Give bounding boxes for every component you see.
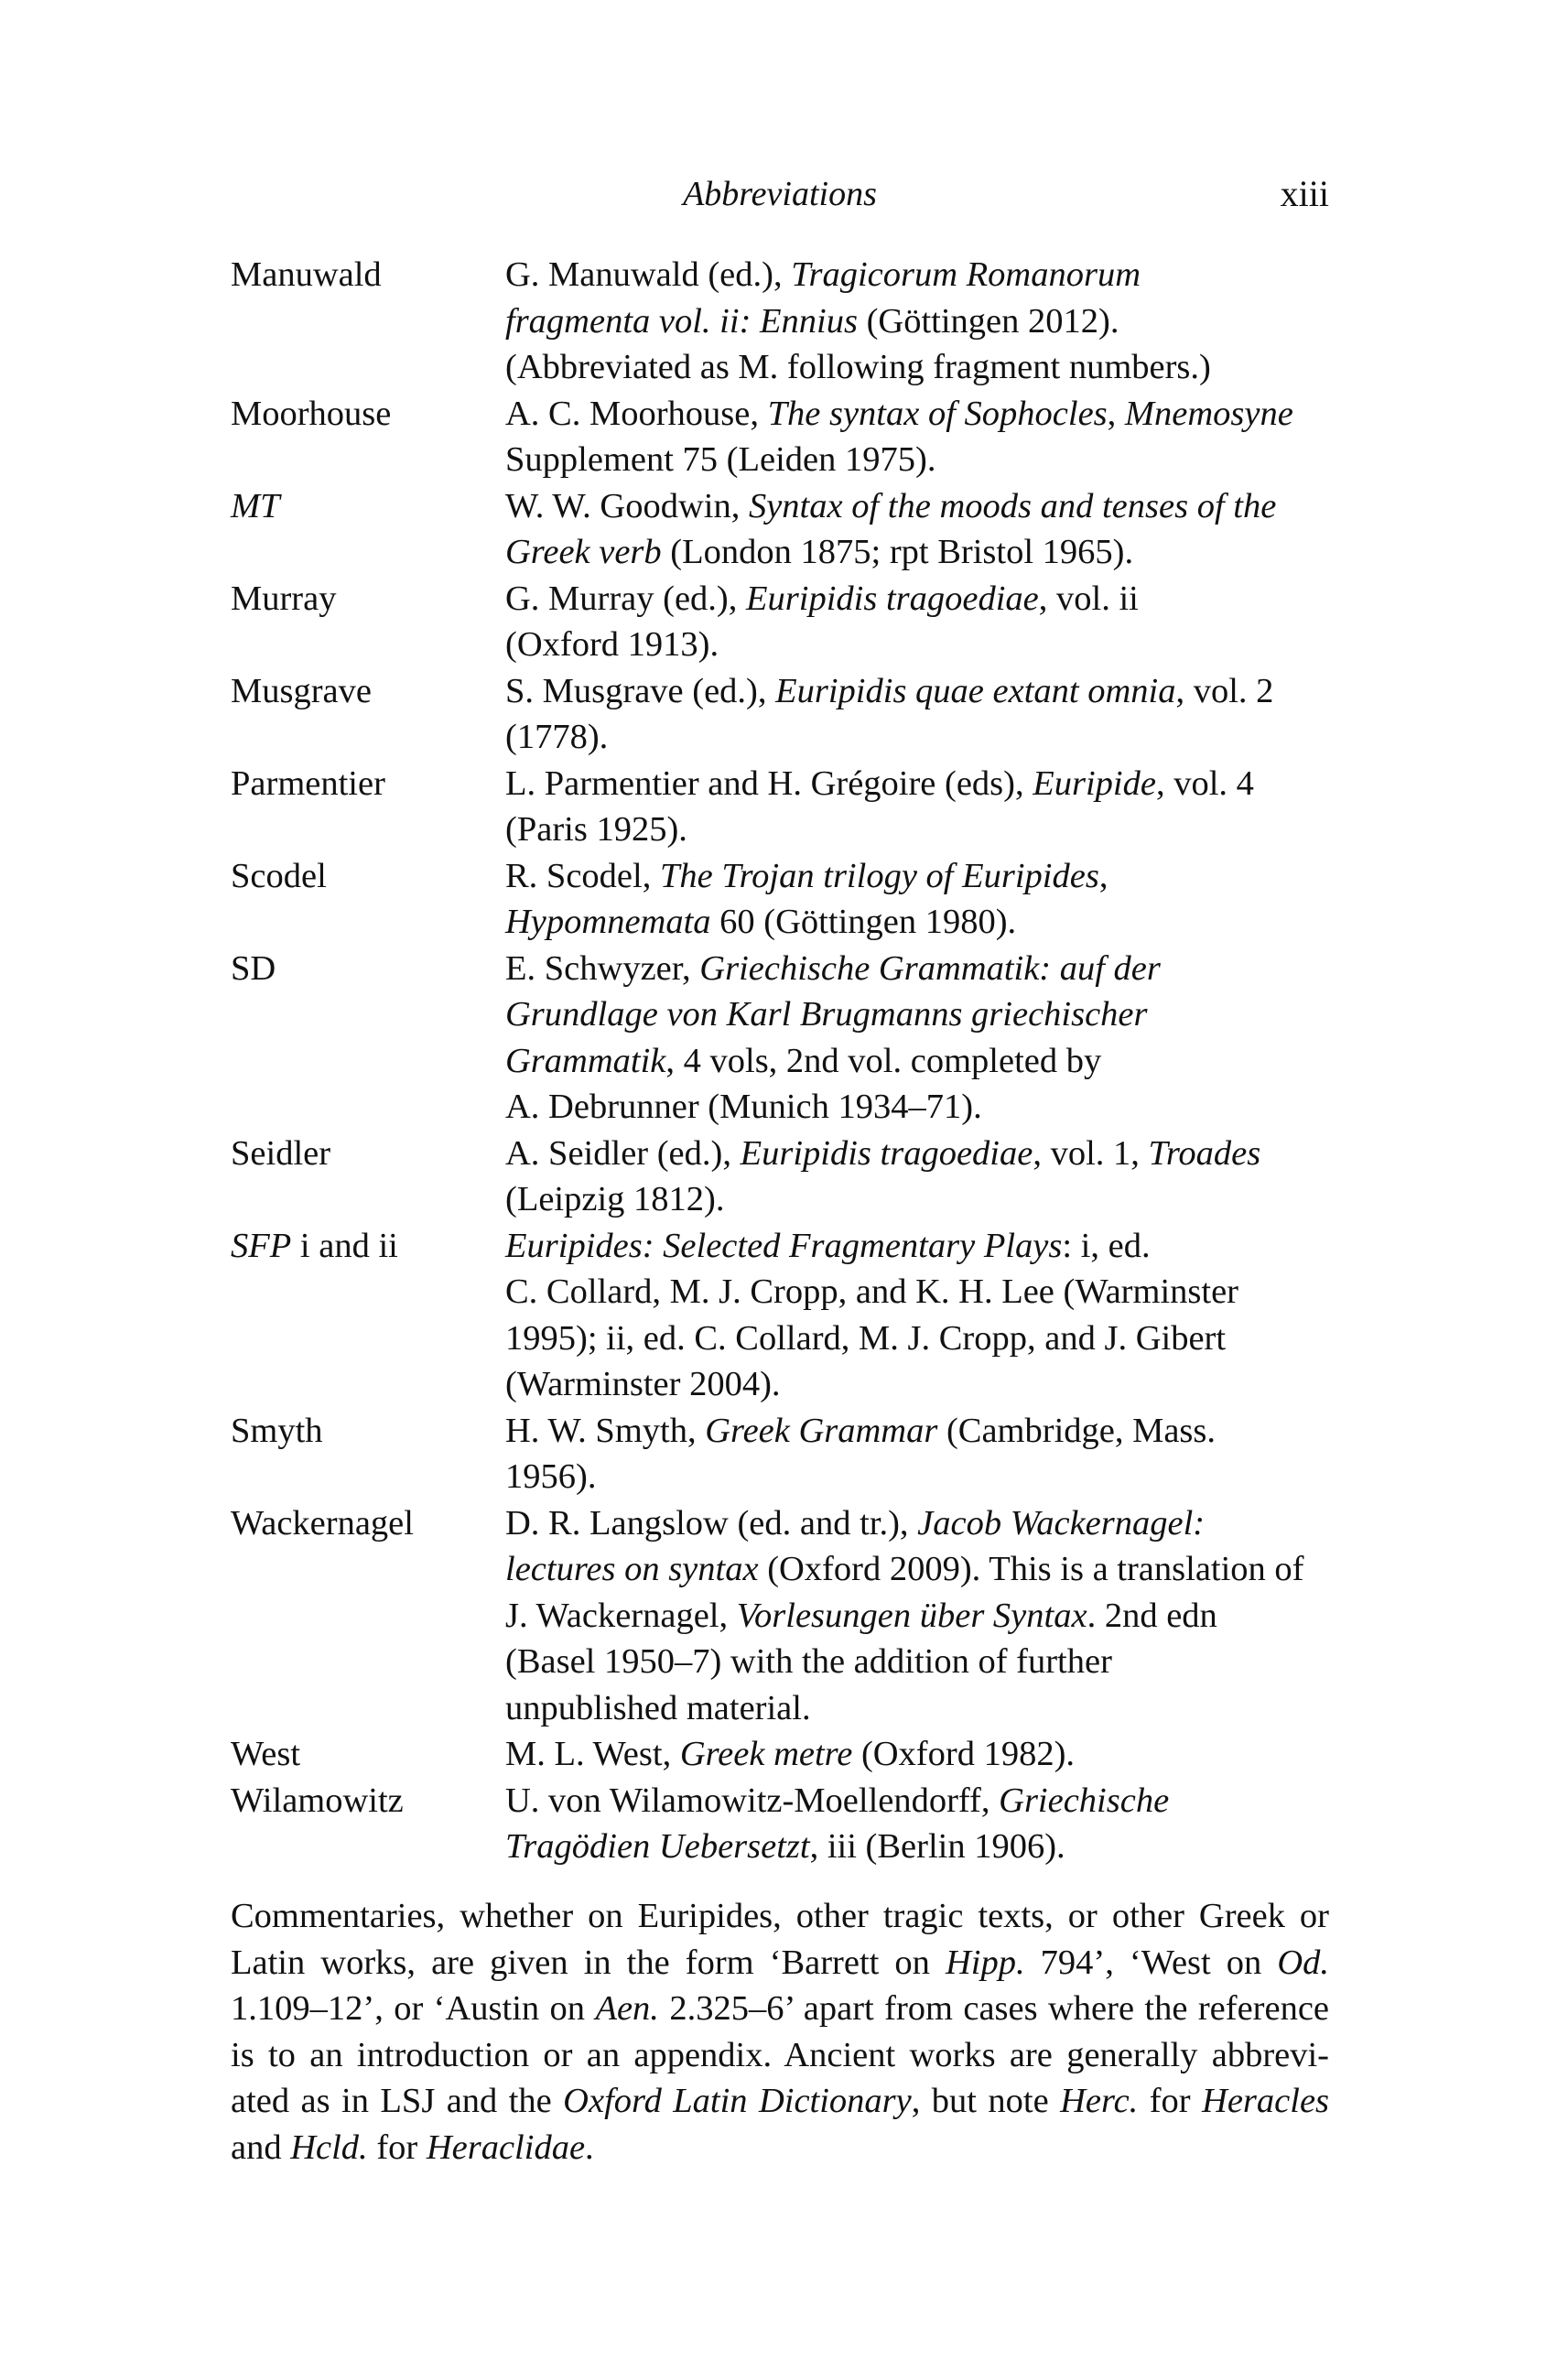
definition-line [505,668,1329,715]
abbreviation-entry [231,483,1329,576]
text-segment: (Oxford 1982). [852,1735,1076,1773]
abbreviation-term [231,483,505,576]
note-line [231,1986,1329,2032]
italic-text: Greek verb [505,533,662,571]
text-segment: (Cambridge, Mass. [937,1411,1217,1450]
text-segment: A. Debrunner (Munich 1934–71). [505,1088,982,1126]
definition-line [505,622,1329,668]
abbreviation-entry [231,252,1329,391]
definition-line [505,529,1329,576]
note-line [231,1940,1329,1987]
definition-line [505,991,1329,1038]
note-line [231,2032,1329,2079]
italic-text: lectures on syntax [505,1550,759,1588]
text-segment: . 2nd edn [1087,1596,1217,1635]
text-segment: (Paris 1925). [505,810,687,849]
italic-text: Grundlage von Karl Brugmanns griechischer [505,995,1148,1034]
text-segment: U. von Wilamowitz-Moellendorff, [505,1781,1000,1820]
italic-text: Tragödien Uebersetzt [505,1827,810,1866]
text-segment: , 4 vols, 2nd vol. completed by [665,1041,1102,1080]
term-text: Moorhouse [231,394,392,433]
italic-text: The syntax of Sophocles [767,394,1108,433]
abbreviation-list [231,252,1329,1870]
italic-text: Euripide [1033,763,1156,803]
definition-line [505,1639,1329,1685]
definition-line [505,1685,1329,1732]
text-segment: Supplement 75 (Leiden 1975). [505,440,936,479]
term-text: SD [231,948,276,988]
note-line [231,1893,1329,1940]
text-segment: (Leipzig 1812). [505,1180,725,1218]
text-segment: , vol. 2 [1175,671,1274,710]
text-segment: G. Murray (ed.), [505,579,746,618]
term-text: Parmentier [231,763,385,803]
abbreviation-term [231,1500,505,1732]
abbreviation-term [231,1778,505,1870]
abbreviation-term [231,252,505,391]
definition-line [505,807,1329,853]
text-segment: : i, ed. [1062,1226,1151,1265]
italic-text: Troades [1148,1133,1261,1173]
abbreviation-term [231,668,505,761]
term-text: Wackernagel [231,1503,414,1543]
abbreviation-entry [231,853,1329,946]
text-segment: E. Schwyzer, [505,948,700,988]
definition-line [505,761,1329,807]
text-segment: A. C. Moorhouse, [505,394,768,433]
text-segment: 1956). [505,1457,597,1496]
term-text: Wilamowitz [231,1781,404,1820]
italic-text: Herc. [1060,2082,1139,2120]
italic-text: Heracles [1202,2082,1330,2120]
text-segment: Commentaries, whether on Euripides, other tragic texts, or other Greek or [231,1897,1329,1935]
abbreviation-definition [505,1500,1329,1732]
text-segment: is to an introduction or an appendix. Ancient works are generally abbrevi- [231,2035,1329,2074]
page-title: Abbreviations [683,175,877,213]
text-segment: J. Wackernagel, [505,1596,737,1635]
text-segment: for [367,2127,427,2167]
definition-line [505,1454,1329,1500]
abbreviation-definition [505,946,1329,1131]
text-segment: (London 1875; rpt Bristol 1965). [661,533,1134,571]
text-segment: D. R. Langslow (ed. and tr.), [505,1503,918,1543]
italic-text: Vorlesungen über Syntax [736,1596,1087,1635]
abbreviation-entry [231,1731,1329,1778]
text-segment: 1995); ii, ed. C. Collard, M. J. Cropp, and J. Gibert [505,1318,1227,1358]
abbreviation-definition [505,853,1329,946]
abbreviation-entry [231,1223,1329,1408]
abbreviation-entry [231,1131,1329,1223]
text-segment: R. Scodel, [505,856,660,895]
italic-text: Hypomnemata [505,903,711,941]
term-text: MT [231,486,280,525]
definition-line [505,853,1329,900]
note-line [231,2125,1329,2171]
definition-line [505,391,1329,438]
text-segment: 60 (Göttingen 1980). [710,903,1017,941]
italic-text: Heraclidae [426,2127,586,2167]
definition-line [505,1824,1329,1870]
definition-line [505,1593,1329,1640]
abbreviation-term [231,1731,505,1778]
term-text: Scodel [231,856,327,895]
abbreviation-term [231,761,505,853]
text-segment: (Oxford 1913). [505,625,719,664]
abbreviation-term [231,1131,505,1223]
text-segment: 2.325–6’ apart from cases where the reference [658,1989,1329,2028]
abbreviation-entry [231,668,1329,761]
definition-line [505,1176,1329,1223]
text-segment: Latin works, are given in the form ‘Barrett on [231,1943,946,1982]
abbreviation-definition [505,761,1329,853]
text-segment: (Oxford 2009). This is a translation of [758,1550,1304,1588]
definition-line [505,437,1329,483]
text-segment: H. W. Smyth, [505,1411,706,1450]
abbreviation-entry [231,946,1329,1131]
page-number: xiii [1280,173,1329,214]
text-segment: (Abbreviated as M. following fragment numbers.) [505,348,1211,386]
text-segment: , iii (Berlin 1906). [809,1827,1065,1866]
definition-line [505,1084,1329,1131]
abbreviation-definition [505,391,1329,483]
definition-line [505,714,1329,761]
text-segment: M. L. West, [505,1735,680,1773]
italic-text: Euripidis tragoediae [740,1133,1033,1173]
definition-line [505,1546,1329,1593]
text-segment: (Basel 1950–7) with the addition of further [505,1642,1112,1681]
term-text: Murray [231,579,337,618]
text-segment: (Göttingen 2012). [857,301,1119,341]
abbreviation-term [231,1408,505,1500]
definition-line [505,1223,1329,1270]
text-segment: and [231,2127,291,2167]
italic-text: Greek metre [679,1735,853,1773]
text-segment: W. W. Goodwin, [505,486,749,525]
italic-text: Grammatik [505,1041,666,1080]
text-segment: G. Manuwald (ed.), [505,255,792,294]
abbreviation-term [231,1223,505,1408]
italic-text: Jacob Wackernagel: [917,1503,1206,1543]
abbreviation-definition [505,252,1329,391]
text-segment: , [1107,394,1125,433]
abbreviation-entry [231,576,1329,668]
term-suffix: i and ii [291,1226,398,1265]
definition-line [505,899,1329,946]
italic-text: Aen. [595,1989,659,2028]
definition-line [505,1038,1329,1085]
text-segment: (Warminster 2004). [505,1365,781,1403]
italic-text: Syntax of the moods and tenses of the [748,486,1277,525]
abbreviation-term [231,853,505,946]
italic-text: Hipp. [945,1943,1025,1982]
italic-text: Euripidis quae extant omnia [775,671,1176,710]
text-segment: L. Parmentier and H. Grégoire (eds), [505,763,1033,803]
definition-line [505,946,1329,992]
text-segment: C. Collard, M. J. Cropp, and K. H. Lee (Warminster [505,1272,1238,1311]
abbreviation-definition [505,576,1329,668]
text-segment: , vol. ii [1038,579,1139,618]
abbreviation-definition [505,1408,1329,1500]
abbreviation-entry [231,1408,1329,1500]
text-segment: . [585,2127,594,2167]
term-text: Manuwald [231,255,382,294]
abbreviation-term [231,576,505,668]
text-segment: 794’, ‘West on [1024,1943,1278,1982]
abbreviation-definition [505,668,1329,761]
italic-text: Griechische [999,1781,1170,1820]
italic-text: Od. [1277,1943,1330,1982]
commentary-note [231,1893,1329,2171]
definition-line [505,344,1329,391]
abbreviation-definition [505,1778,1329,1870]
text-segment: ated as in LSJ and the [231,2082,564,2120]
term-text: SFP [231,1226,292,1265]
abbreviation-definition [505,483,1329,576]
abbreviation-definition [505,1131,1329,1223]
italic-text: Oxford Latin Dictionary [563,2082,912,2120]
abbreviation-definition [505,1731,1329,1778]
italic-text: Mnemosyne [1124,394,1293,433]
text-segment: , [1098,856,1108,895]
text-segment: unpublished material. [505,1688,811,1727]
abbreviation-entry [231,1500,1329,1732]
abbreviation-term [231,391,505,483]
term-text: Seidler [231,1133,331,1173]
definition-line [505,1315,1329,1362]
term-text: Musgrave [231,671,372,710]
text-segment: 1.109–12’, or ‘Austin on [231,1989,596,2028]
abbreviation-definition [505,1223,1329,1408]
definition-line [505,1408,1329,1455]
abbreviation-entry [231,391,1329,483]
definition-line [505,576,1329,622]
text-segment: A. Seidler (ed.), [505,1133,741,1173]
definition-line [505,1131,1329,1177]
italic-text: fragmenta vol. ii: Ennius [505,301,858,341]
abbreviation-term [231,946,505,1131]
definition-line [505,1731,1329,1778]
abbreviation-entry [231,1778,1329,1870]
running-head [231,170,1329,218]
italic-text: Greek Grammar [705,1411,938,1450]
italic-text: Griechische Grammatik: auf der [699,948,1161,988]
text-segment: , vol. 4 [1155,763,1254,803]
definition-line [505,483,1329,530]
text-segment: (1778). [505,718,609,756]
definition-line [505,298,1329,345]
italic-text: Euripides: Selected Fragmentary Plays [505,1226,1063,1265]
italic-text: Tragicorum Romanorum [791,255,1141,294]
term-text: Smyth [231,1411,323,1450]
text-segment: , vol. 1, [1033,1133,1149,1173]
note-line [231,2078,1329,2125]
text-segment: , but note [911,2082,1061,2120]
definition-line [505,252,1329,298]
italic-text: Euripidis tragoediae [746,579,1039,618]
term-text: West [231,1735,301,1773]
italic-text: Hcld. [290,2127,368,2167]
text-segment: S. Musgrave (ed.), [505,671,776,710]
definition-line [505,1269,1329,1315]
definition-line [505,1361,1329,1408]
italic-text: The Trojan trilogy of Euripides [659,856,1099,895]
text-segment: for [1138,2082,1203,2120]
abbreviation-entry [231,761,1329,853]
definition-line [505,1778,1329,1824]
definition-line [505,1500,1329,1547]
